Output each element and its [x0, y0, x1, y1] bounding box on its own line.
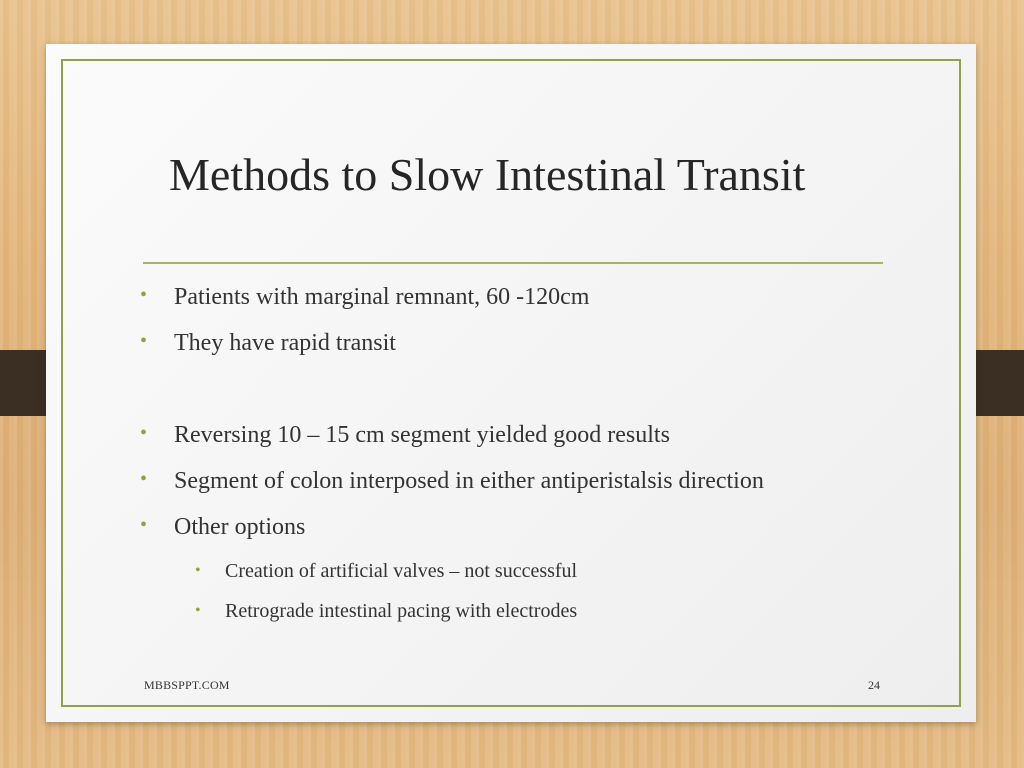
bullet-text: Other options	[174, 514, 306, 540]
bullet-text: They have rapid transit	[174, 330, 396, 356]
page-number: 24	[868, 678, 880, 692]
bullet-text: Segment of colon interposed in either antiperistalsis direction	[174, 468, 764, 494]
bullet-icon: •	[140, 468, 148, 490]
slide	[46, 44, 976, 722]
bullet-icon: •	[140, 284, 148, 306]
bullet-text: Retrograde intestinal pacing with electrodes	[225, 600, 578, 622]
bullet-text: Creation of artificial valves – not successful	[225, 560, 578, 582]
sub-bullet-item	[195, 600, 578, 623]
bullet-item	[140, 514, 306, 541]
bullet-text: Patients with marginal remnant, 60 -120cm	[174, 284, 590, 310]
footer-text: MBBSPPT.COM	[144, 678, 230, 692]
bullet-list	[46, 44, 976, 722]
bullet-item	[140, 330, 396, 357]
bullet-icon: •	[195, 602, 201, 619]
bullet-text: Reversing 10 – 15 cm segment yielded good results	[174, 422, 670, 448]
bullet-item	[140, 422, 670, 449]
bullet-icon: •	[140, 514, 148, 536]
bullet-item	[140, 284, 590, 311]
slide-title: Methods to Slow Intestinal Transit	[169, 149, 806, 200]
bullet-icon: •	[195, 562, 201, 579]
bullet-icon: •	[140, 422, 148, 444]
bullet-item	[140, 468, 764, 495]
sub-bullet-item	[195, 560, 578, 583]
bullet-icon: •	[140, 330, 148, 352]
